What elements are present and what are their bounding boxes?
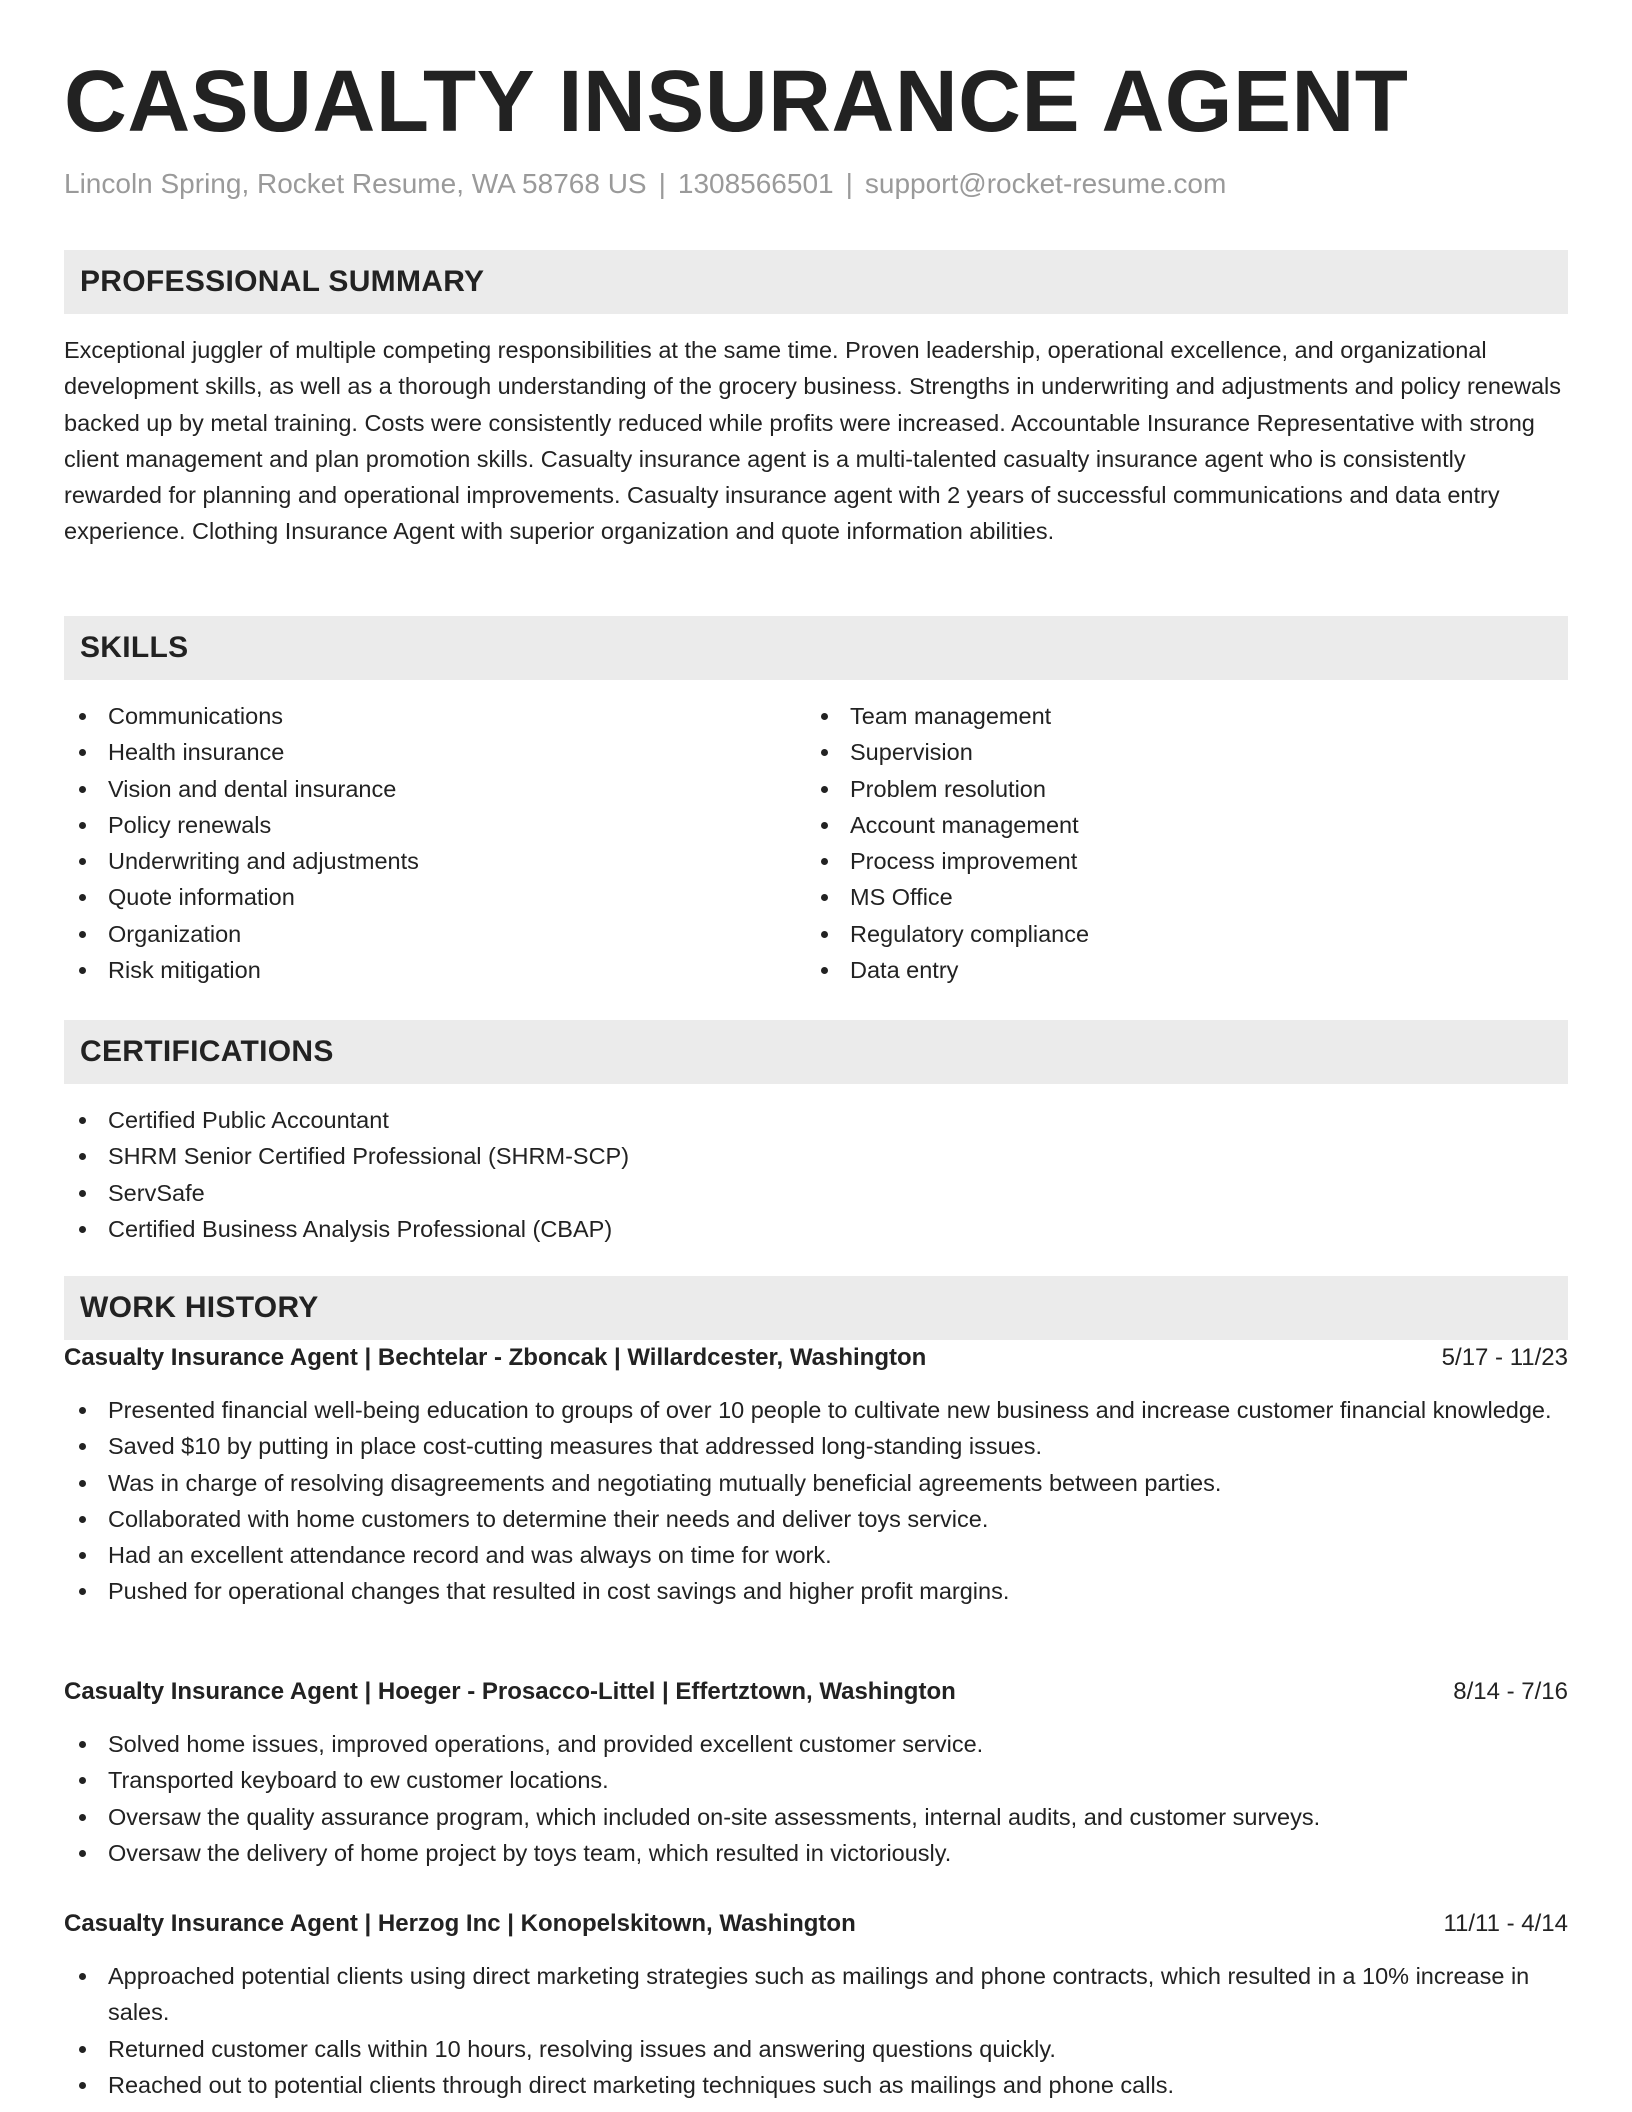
contact-address: Lincoln Spring, Rocket Resume, WA 58768 US	[64, 168, 647, 199]
certification-item: ServSafe	[64, 1175, 1568, 1211]
summary-heading: PROFESSIONAL SUMMARY	[80, 265, 485, 298]
skill-item: Supervision	[806, 734, 1506, 770]
certification-item: Certified Business Analysis Professional (CBAP)	[64, 1211, 1568, 1247]
job-title: Casualty Insurance Agent | Herzog Inc | Konopelskitown, Washington	[64, 1910, 856, 1937]
job-bullet: Oversaw the delivery of home project by toys team, which resulted in victoriously.	[64, 1835, 1568, 1871]
contact-email: support@rocket-resume.com	[864, 168, 1227, 199]
work-history-section-header	[64, 1276, 1568, 1340]
job-bullet-list	[64, 1392, 1568, 1610]
skill-item: Vision and dental insurance	[64, 771, 764, 807]
job-dates: 8/14 - 7/16	[1453, 1678, 1568, 1705]
certification-item: Certified Public Accountant	[64, 1102, 1568, 1138]
job-bullet: Collaborated with home customers to determine their needs and deliver toys service.	[64, 1501, 1568, 1537]
skill-item: Organization	[64, 916, 764, 952]
job-bullet: Returned customer calls within 10 hours, resolving issues and answering questions quickly.	[64, 2031, 1568, 2067]
job-bullet: Solved home issues, improved operations, and provided excellent customer service.	[64, 1726, 1568, 1762]
skills-list-left	[64, 698, 764, 988]
job-header	[64, 1338, 1568, 1378]
skill-item: Health insurance	[64, 734, 764, 770]
job-bullet: Saved $10 by putting in place cost-cutting measures that addressed long-standing issues.	[64, 1428, 1568, 1464]
contact-line	[64, 164, 1226, 204]
certifications-heading: CERTIFICATIONS	[80, 1035, 334, 1068]
certifications-list	[64, 1102, 1568, 1247]
job-bullet: Oversaw the quality assurance program, which included on-site assessments, internal audits, and customer surveys.	[64, 1799, 1568, 1835]
skill-item: Problem resolution	[806, 771, 1506, 807]
contact-separator: |	[658, 168, 666, 199]
skill-item: Communications	[64, 698, 764, 734]
skills-list-right	[806, 698, 1506, 988]
job-dates: 11/11 - 4/14	[1443, 1910, 1568, 1937]
job-bullet: Was in charge of resolving disagreements and negotiating mutually beneficial agreements between parties.	[64, 1465, 1568, 1501]
job-bullet: Presented financial well-being education to groups of over 10 people to cultivate new business and increase customer financial knowledge.	[64, 1392, 1568, 1428]
job-bullet: Reached out to potential clients through direct marketing techniques such as mailings and phone calls.	[64, 2067, 1568, 2103]
summary-text: Exceptional juggler of multiple competing responsibilities at the same time. Proven leadership, operational excellence, and organizational development skills, as well as a thorough understanding of the grocery business. Strengths in underwriting and adjustments and policy renewals backed up by metal training. Costs were consistently reduced while profits were increased. Accountable Insurance Representative with strong client management and plan promotion skills. Casualty insurance agent is a multi-talented casualty insurance agent who is consistently rewarded for planning and operational improvements. Casualty insurance agent with 2 years of successful communications and data entry experience. Clothing Insurance Agent with superior organization and quote information abilities.	[64, 337, 1562, 545]
job-title: Casualty Insurance Agent | Hoeger - Prosacco-Littel | Effertztown, Washington	[64, 1678, 956, 1705]
skills-heading: SKILLS	[80, 631, 189, 664]
job-bullet: Approached potential clients using direct marketing strategies such as mailings and phone contracts, which resulted in a 10% increase in sales.	[64, 1958, 1568, 2031]
job-dates: 5/17 - 11/23	[1441, 1344, 1568, 1371]
skill-item: MS Office	[806, 879, 1506, 915]
skill-item: Regulatory compliance	[806, 916, 1506, 952]
work-history-heading: WORK HISTORY	[80, 1291, 319, 1324]
job-header	[64, 1672, 1568, 1712]
job-bullet: Had an excellent attendance record and was always on time for work.	[64, 1537, 1568, 1573]
summary-section-header	[64, 250, 1568, 314]
skill-item: Policy renewals	[64, 807, 764, 843]
skill-item: Risk mitigation	[64, 952, 764, 988]
skill-item: Team management	[806, 698, 1506, 734]
job-bullet-list	[64, 1958, 1568, 2103]
resume-name-heading: CASUALTY INSURANCE AGENT	[64, 53, 1409, 150]
skill-item: Account management	[806, 807, 1506, 843]
job-bullet-list	[64, 1726, 1568, 1871]
job-bullet: Pushed for operational changes that resulted in cost savings and higher profit margins.	[64, 1573, 1568, 1609]
certification-item: SHRM Senior Certified Professional (SHRM-SCP)	[64, 1138, 1568, 1174]
job-title: Casualty Insurance Agent | Bechtelar - Zboncak | Willardcester, Washington	[64, 1344, 927, 1371]
contact-phone: 1308566501	[677, 168, 834, 199]
certifications-section-header	[64, 1020, 1568, 1084]
skill-item: Underwriting and adjustments	[64, 843, 764, 879]
job-bullet: Transported keyboard to ew customer locations.	[64, 1762, 1568, 1798]
skill-item: Process improvement	[806, 843, 1506, 879]
skills-section-header	[64, 616, 1568, 680]
skill-item: Data entry	[806, 952, 1506, 988]
contact-separator: |	[845, 168, 853, 199]
skill-item: Quote information	[64, 879, 764, 915]
job-header	[64, 1904, 1568, 1944]
